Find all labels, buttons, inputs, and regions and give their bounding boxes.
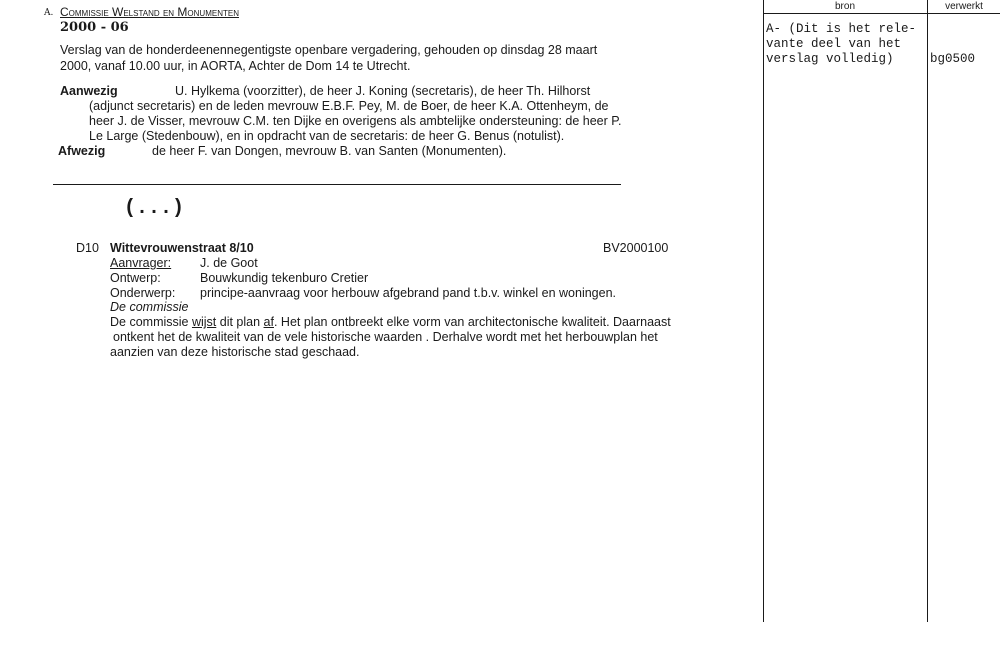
- item-code: D10: [76, 241, 99, 255]
- decision-verb: wijst: [191, 315, 217, 329]
- item-reference: BV2000100: [603, 241, 669, 255]
- absent-text: de heer F. van Dongen, mevrouw B. van Santen (Monumenten).: [152, 144, 507, 158]
- omission-ellipsis: (...): [124, 197, 185, 220]
- intro-line-2: 2000, vanaf 10.00 uur, in AORTA, Achter de Dom 14 te Utrecht.: [60, 59, 411, 73]
- applicant-value: J. de Goot: [200, 256, 258, 270]
- decision-line-2: ontkent het de kwaliteit van de vele historische waarden . Derhalve wordt met het herbouwplan het: [113, 330, 658, 344]
- present-line-2: (adjunct secretaris) en de leden mevrouw E.B.F. Pey, M. de Boer, de heer K.A. Ottenheym, de: [89, 99, 609, 113]
- column-header-processed: verwerkt: [945, 1, 983, 12]
- item-title: Wittevrouwenstraat 8/10: [110, 241, 254, 255]
- table-border-left: [763, 0, 764, 622]
- committee-title: Commissie Welstand en Monumenten: [60, 5, 239, 19]
- present-line-1: U. Hylkema (voorzitter), de heer J. Koning (secretaris), de heer Th. Hilhorst: [175, 84, 591, 98]
- source-note-line-3: verslag volledig): [766, 52, 894, 66]
- decision-line-3: aanzien van deze historische stad geschaad.: [110, 345, 360, 359]
- column-header-source: bron: [834, 1, 855, 12]
- processed-value: bg0500: [930, 52, 976, 66]
- table-column-divider: [927, 0, 928, 622]
- source-note-line-2: vante deel van het: [766, 37, 902, 51]
- subject-value: principe-aanvraag voor herbouw afgebrand pand t.b.v. winkel en woningen.: [200, 286, 617, 300]
- decision-line-1: [110, 315, 671, 330]
- separator-line: [53, 184, 621, 185]
- decision-particle: af: [263, 315, 274, 329]
- design-value: Bouwkundig tekenburo Cretier: [200, 271, 369, 285]
- subject-label: Onderwerp:: [110, 286, 176, 300]
- design-label: Ontwerp:: [110, 271, 161, 285]
- applicant-label: Aanvrager:: [110, 256, 172, 270]
- present-line-4: Le Large (Stedenbouw), en in opdracht van de secretaris: de heer G. Benus (notulist).: [89, 129, 565, 143]
- present-line-3: heer J. de Visser, mevrouw C.M. ten Dijke en overigens als ambtelijke ondersteuning: de heer P.: [89, 114, 622, 128]
- source-note-line-1: A- (Dit is het rele-: [766, 22, 917, 36]
- present-label: Aanwezig: [60, 84, 118, 98]
- section-marker: A.: [44, 8, 54, 18]
- decision-text-a: De commissie: [110, 315, 192, 329]
- decision-text-b: dit plan: [216, 315, 264, 329]
- decision-text-c: . Het plan ontbreekt elke vorm van architectonische kwaliteit. Daarnaast: [273, 315, 671, 329]
- intro-line-1: Verslag van de honderdeenennegentigste openbare vergadering, gehouden op dinsdag 28 maart: [60, 43, 598, 57]
- absent-label: Afwezig: [58, 144, 106, 158]
- commission-label: De commissie: [110, 300, 189, 314]
- report-number: 2000 - 06: [60, 20, 129, 35]
